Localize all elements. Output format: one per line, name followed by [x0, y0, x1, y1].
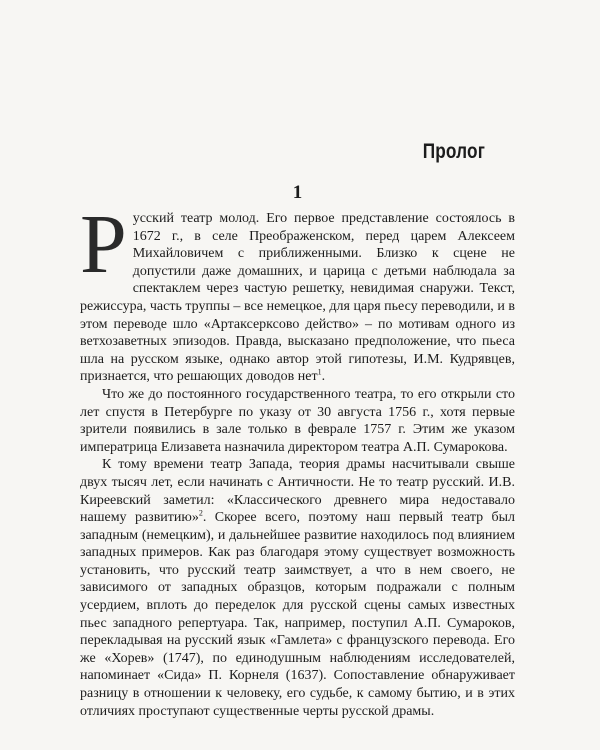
paragraph-1-text: усский театр молод. Его первое представление состоялось в 1672 г., в селе Преображенском, перед царем Алексеем Михайловичем с приближенными. Близко к сцене не допустили даже домашних, и царица с детьми наблюдала за спектаклем через частую решетку, невидимая снаружи. Текст, режиссура, часть труппы – все немецкое, для царя пьесу переводили, и в этом переводе шло «Артаксерксово действо» – по мотивам одного из ветхозаветных эпизодов. Правда, высказано предположение, что пьеса шла на русском языке, однако автор этой гипотезы, И.М. Кудрявцев, признается, что решающих доводов нет	[80, 211, 515, 385]
paragraph-1-end: .	[321, 369, 326, 385]
page-title: Пролог	[422, 140, 485, 163]
paragraph-3-text-b: . Скорее всего, поэтому наш первый театр был западным (немецким), и дальнейшее развитие находилось под влиянием западных примеров. Как раз благодаря этому существует возможность установить, что русский театр заимствует, а что в нем своего, не зависимого от западных образцов, которым подражали с полным усердием, вплоть до переделок для русской сцены самых известных пьес западного репертуара. Так, например, поступил А.П. Сумароков, перекладывая на русский язык «Гамлета» с французского перевода. Его же «Хорев» (1747), по единодушным наблюдениям исследователей, напоминает «Сида» П. Корнеля (1637). Сопоставление обнаруживает разницу в отношении к человеку, его судьбе, к самому бытию, и в этих отличиях проступают существенные черты русской драмы.	[80, 510, 516, 719]
paragraph-3	[80, 456, 515, 720]
paragraph-1	[80, 198, 515, 386]
paragraph-2	[80, 386, 515, 456]
section-number: 1	[292, 182, 303, 203]
paragraph-3-text-a: К тому времени театр Запада, теория драмы насчитывали свыше двух тысяч лет, если начинать с Античности. Не то театр русский. И.В. Киреевский заметил: «Классического древнего мира недоставало нашему развитию»	[80, 457, 515, 526]
footnote-ref-2: 2	[198, 508, 203, 518]
body-text	[80, 198, 516, 720]
dropcap-letter: Р	[80, 198, 127, 291]
footnote-ref-1: 1	[317, 367, 322, 377]
paragraph-2-text: Что же до постоянного государственного театра, то его открыли сто лет спустя в Петербурге по указу от 30 августа 1756 г., хотя первые зрители появились в зале только в феврале 1757 г. Этим же указом императрица Елизавета назначила директором театра А.П. Сумарокова.	[80, 386, 515, 455]
